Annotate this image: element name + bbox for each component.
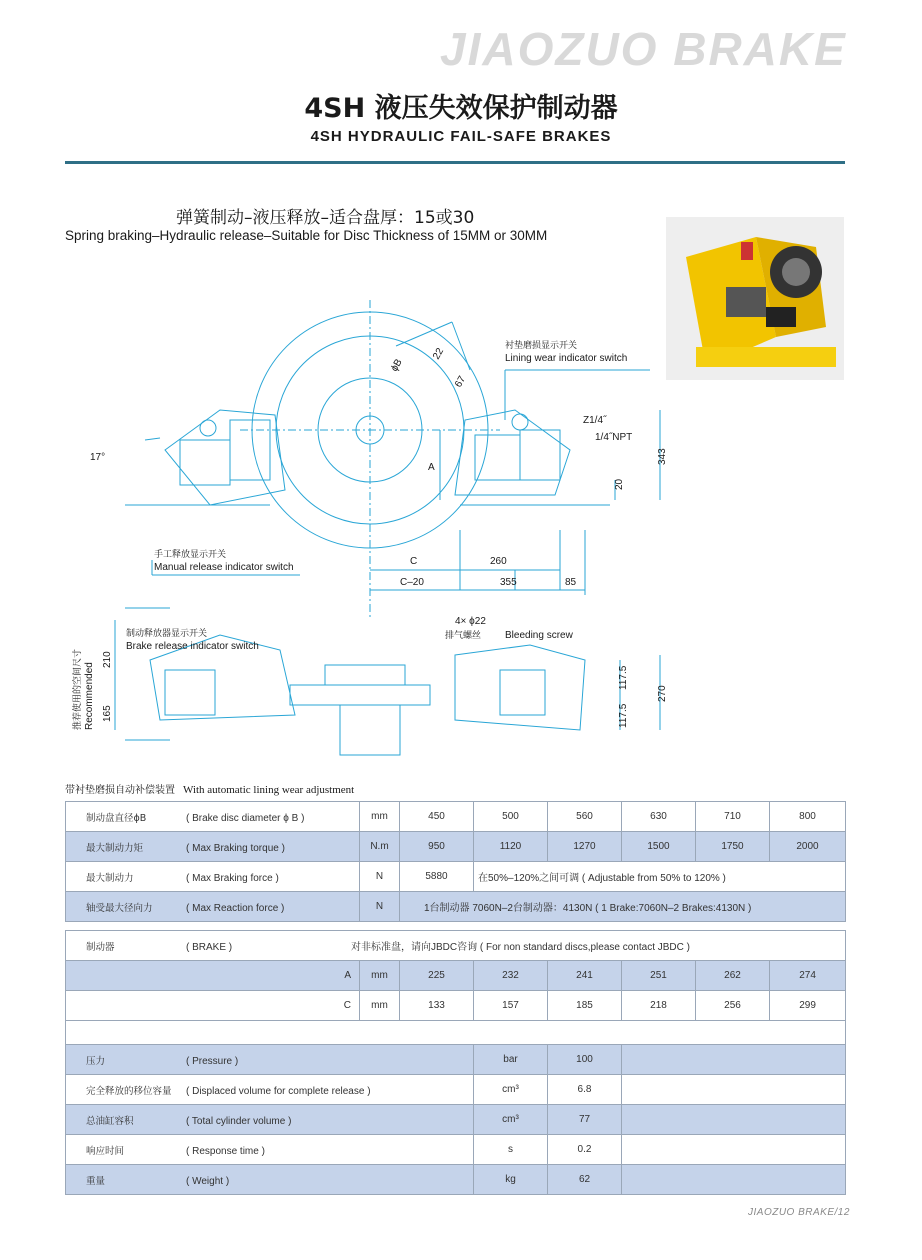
subtitle-en: Spring braking–Hydraulic release–Suitable for Disc Thickness of 15MM or 30MM: [65, 228, 548, 243]
row-label: 制动盘直径ϕB ( Brake disc diameter ϕ B ): [66, 802, 360, 832]
product-photo: [666, 217, 844, 380]
table-row: [66, 1105, 846, 1135]
dim-260: 260: [490, 556, 507, 567]
recommended-en: Recommended: [84, 662, 95, 730]
dim-355: 355: [500, 577, 517, 588]
table-row: [66, 802, 846, 832]
dim-117-5-top: 117.5: [618, 665, 629, 690]
row-unit: mm: [360, 991, 400, 1021]
page-footer: JIAOZUO BRAKE/12: [748, 1207, 850, 1218]
brake-header: 制动器 ( BRAKE ) 对非标准盘，请向JBDC咨询 ( For non standard discs,please contact JBDC ): [66, 931, 846, 961]
dim-22: 22: [431, 346, 447, 362]
row-label: A: [66, 961, 360, 991]
row-label: 总油缸容积 ( Total cylinder volume ): [66, 1105, 474, 1135]
table-cell: 6.8: [548, 1075, 622, 1105]
table-row: [66, 1165, 846, 1195]
empty-cell: [622, 1135, 846, 1165]
table-cell: 630: [622, 802, 696, 832]
table-cell: 274: [770, 961, 846, 991]
table-cell: 1500: [622, 832, 696, 862]
row-label: 重量 ( Weight ): [66, 1165, 474, 1195]
page-title-en: 4SH HYDRAULIC FAIL-SAFE BRAKES: [310, 128, 612, 145]
lining-wear-en: Lining wear indicator switch: [505, 353, 628, 364]
row-label: 轴受最大径向力 ( Max Reaction force ): [66, 892, 360, 922]
dim-210: 210: [102, 651, 113, 668]
spec-table-1: [65, 801, 846, 922]
dim-20: 20: [614, 478, 625, 490]
table-cell: 1270: [548, 832, 622, 862]
row-label: 最大制动力矩 ( Max Braking torque ): [66, 832, 360, 862]
table-note-cell: 在50%–120%之间可调 ( Adjustable from 50% to 120% ): [474, 862, 846, 892]
spec-table-3: [65, 1044, 846, 1195]
dim-165: 165: [102, 705, 113, 722]
brand-watermark: JIAOZUO BRAKE: [440, 23, 847, 75]
dim-343: 343: [657, 448, 668, 465]
row-unit: s: [474, 1135, 548, 1165]
label-phi-b: ϕB: [389, 357, 405, 374]
row-unit: N: [360, 892, 400, 922]
table-cell: 450: [400, 802, 474, 832]
port-npt: 1/4˝NPT: [595, 432, 633, 443]
table-row: [66, 1075, 846, 1105]
dim-c-20: C–20: [400, 577, 424, 588]
subtitle-cn: 弹簧制动–液压释放–适合盘厚：15或30: [176, 208, 475, 228]
table-spacer-row: [66, 1021, 846, 1046]
empty-cell: [622, 1045, 846, 1075]
page-title-cn: 4SH 液压失效保护制动器: [304, 93, 618, 124]
table-row: [66, 991, 846, 1021]
table-cell: 62: [548, 1165, 622, 1195]
dim-270: 270: [657, 685, 668, 702]
row-unit: mm: [360, 802, 400, 832]
table-cell: 133: [400, 991, 474, 1021]
dim-67: 67: [453, 374, 469, 390]
table-cell: 1120: [474, 832, 548, 862]
dim-17deg: 17°: [90, 452, 106, 463]
row-label: 完全释放的移位容量 ( Displaced volume for complete release ): [66, 1075, 474, 1105]
manual-release-en: Manual release indicator switch: [154, 562, 294, 573]
empty-cell: [622, 1075, 846, 1105]
table-cell: 251: [622, 961, 696, 991]
table-cell: 2000: [770, 832, 846, 862]
dim-117-5-bottom: 117.5: [618, 703, 629, 728]
auto-note-cn: 带衬垫磨损自动补偿装置: [65, 785, 175, 796]
table-cell: 157: [474, 991, 548, 1021]
table-row: [66, 892, 846, 922]
row-label: 压力 ( Pressure ): [66, 1045, 474, 1075]
row-unit: kg: [474, 1165, 548, 1195]
table-cell: 225: [400, 961, 474, 991]
row-label: 最大制动力 ( Max Braking force ): [66, 862, 360, 892]
row-unit: N.m: [360, 832, 400, 862]
empty-cell: [622, 1165, 846, 1195]
bleeding-cn: 排气螺丝: [445, 631, 482, 641]
table-row: [66, 961, 846, 991]
table-cell: 241: [548, 961, 622, 991]
table-cell: 218: [622, 991, 696, 1021]
lining-wear-cn: 衬垫磨损显示开关: [505, 341, 578, 351]
table-cell: 77: [548, 1105, 622, 1135]
table-cell: 5880: [400, 862, 474, 892]
table-cell: 950: [400, 832, 474, 862]
table-cell: 262: [696, 961, 770, 991]
brake-release-en: Brake release indicator switch: [126, 641, 259, 652]
auto-adjust-note: [65, 781, 354, 796]
empty-cell: [622, 1105, 846, 1135]
row-unit: N: [360, 862, 400, 892]
header-divider: [65, 161, 845, 164]
dim-85: 85: [565, 577, 577, 588]
table-cell: 560: [548, 802, 622, 832]
table-row: [66, 931, 846, 961]
row-label: C: [66, 991, 360, 1021]
row-unit: cm³: [474, 1105, 548, 1135]
table-row: [66, 862, 846, 892]
technical-drawing: [60, 290, 680, 760]
manual-release-cn: 手工释放显示开关: [154, 550, 227, 560]
bleeding-en: Bleeding screw: [505, 630, 573, 641]
table-row: [66, 1045, 846, 1075]
dim-c: C: [410, 556, 418, 567]
brake-release-cn: 制动释放器显示开关: [126, 629, 208, 639]
table-cell: 500: [474, 802, 548, 832]
auto-note-en: With automatic lining wear adjustment: [183, 784, 355, 796]
spacer-cell: [66, 1021, 846, 1046]
row-unit: cm³: [474, 1075, 548, 1105]
holes-label: 4× ϕ22: [455, 616, 486, 627]
table-cell: 710: [696, 802, 770, 832]
table-cell: 800: [770, 802, 846, 832]
table-row: [66, 1135, 846, 1165]
dim-a: A: [428, 462, 435, 473]
port-z: Z1/4˝: [583, 415, 607, 426]
table-cell: 0.2: [548, 1135, 622, 1165]
recommended-cn: 推荐使用的空间尺寸: [73, 648, 83, 730]
table-cell: 185: [548, 991, 622, 1021]
row-unit: mm: [360, 961, 400, 991]
table-row: [66, 832, 846, 862]
row-label: 响应时间 ( Response time ): [66, 1135, 474, 1165]
table-cell: 299: [770, 991, 846, 1021]
table-cell: 100: [548, 1045, 622, 1075]
row-unit: bar: [474, 1045, 548, 1075]
table-cell: 232: [474, 961, 548, 991]
spec-table-2: [65, 930, 846, 1045]
table-cell: 256: [696, 991, 770, 1021]
table-note-cell: 1台制动器 7060N–2台制动器：4130N ( 1 Brake:7060N–2 Brakes:4130N ): [400, 892, 846, 922]
table-cell: 1750: [696, 832, 770, 862]
